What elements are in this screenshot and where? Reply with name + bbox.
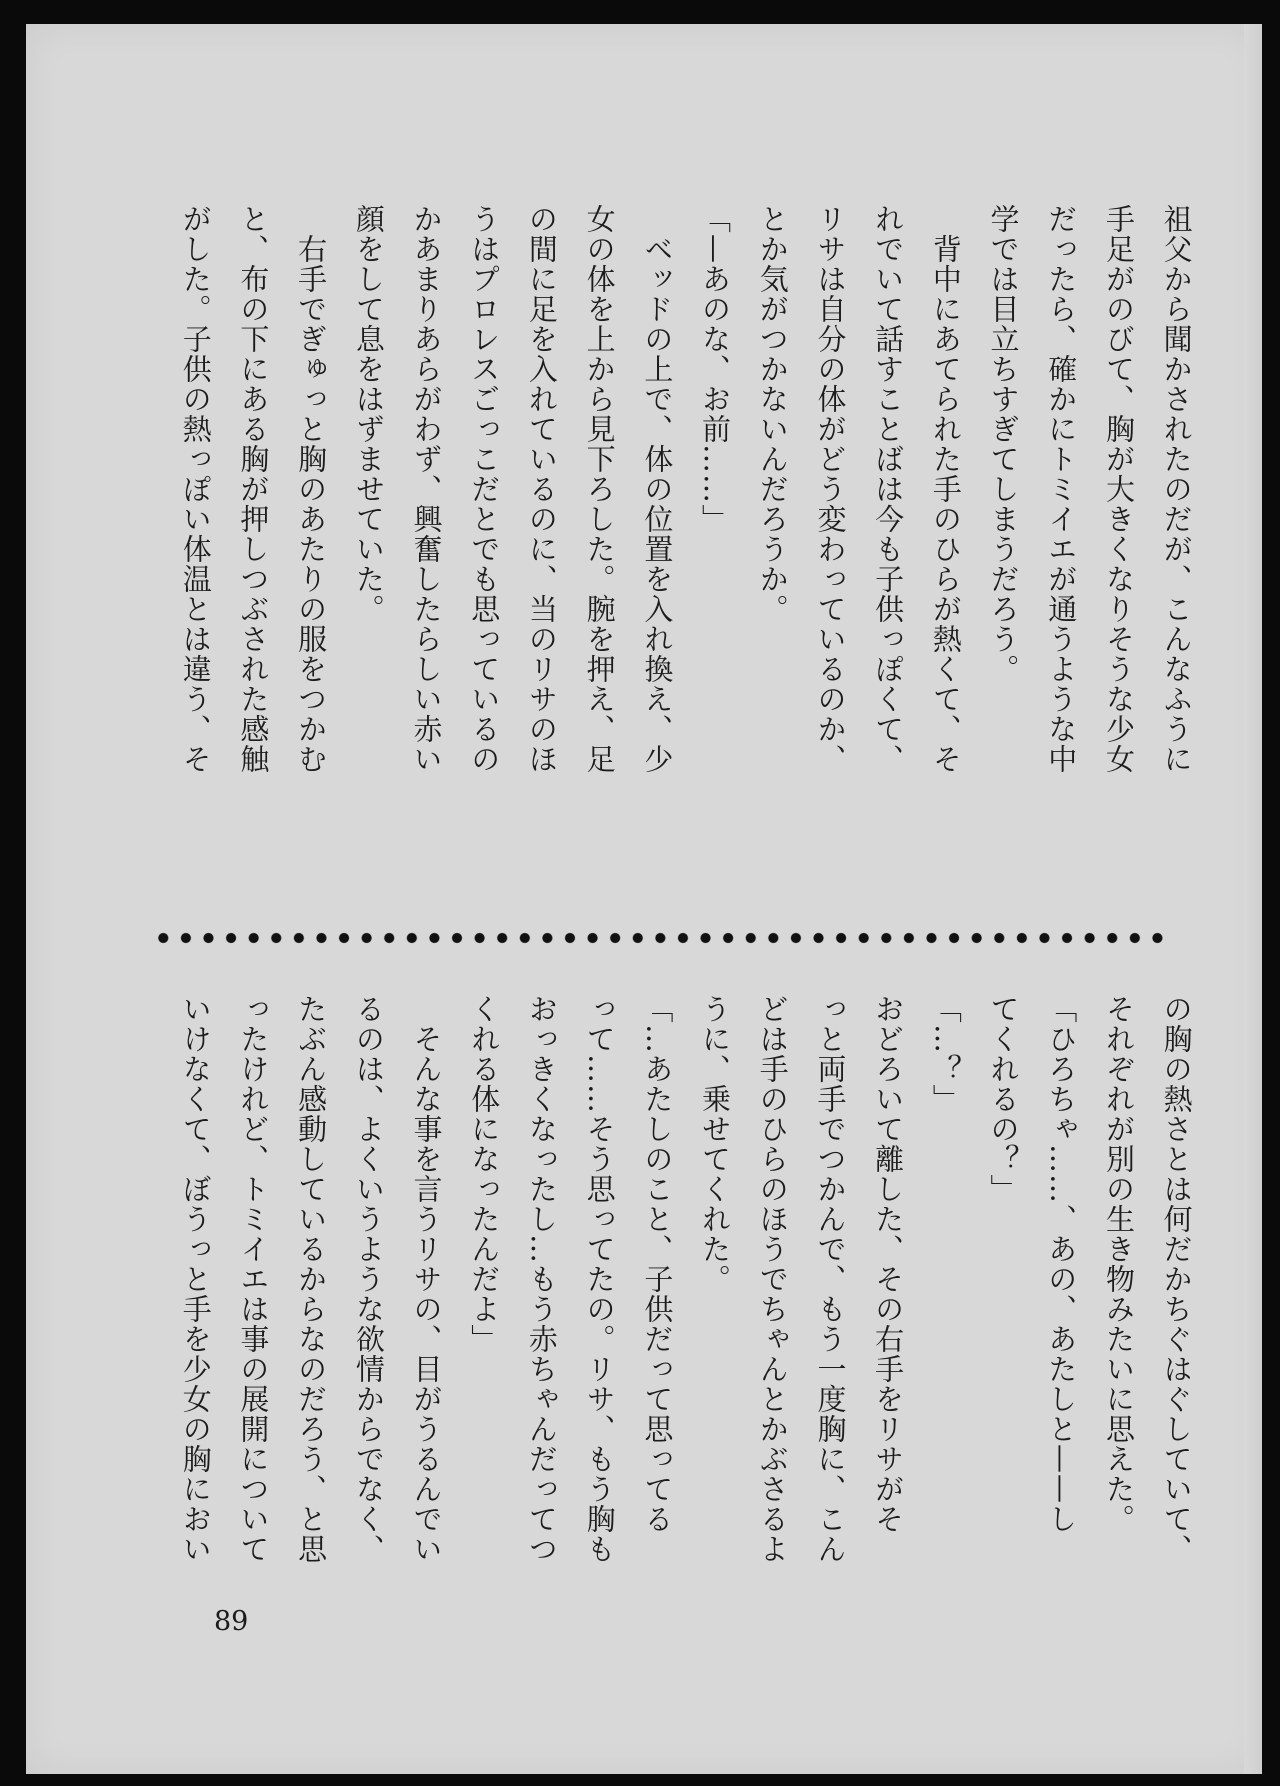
text-line: るのは、よくいうような欲情からでなく、 — [351, 994, 386, 1564]
text-line: たぶん感動しているからなのだろう、と思 — [294, 994, 329, 1564]
text-line: それぞれが別の生き物みたいに思えた。 — [1101, 994, 1136, 1534]
upper-text-block — [166, 204, 1205, 824]
text-line: とか気がつかないんだろうか。 — [755, 204, 790, 624]
text-line: リサは自分の体がどう変わっているのか、 — [813, 204, 848, 774]
text-line: うはプロレスごっこだとでも思っているの — [467, 204, 502, 774]
text-line: かあまりあらがわず、興奮したらしい赤い — [409, 204, 444, 774]
text-line: 背中にあてられた手のひらが熱くて、そ — [928, 204, 963, 774]
text-line: 「…？」 — [928, 994, 963, 1114]
text-line: てくれるの？」 — [986, 994, 1021, 1204]
text-line: 顔をして息をはずませていた。 — [351, 204, 386, 624]
text-line: 学では目立ちすぎてしまうだろう。 — [986, 204, 1021, 684]
text-line: うに、乗せてくれた。 — [698, 994, 733, 1294]
text-line: っと両手でつかんで、もう一度胸に、こん — [813, 994, 848, 1564]
text-line: おっきくなったし…もう赤ちゃんだってつ — [524, 994, 559, 1564]
text-line: 「—あのな、お前……」 — [698, 204, 733, 534]
text-line: 手足がのびて、胸が大きくなりそうな少女 — [1101, 204, 1136, 774]
text-line: おどろいて離した、その右手をリサがそ — [871, 994, 906, 1534]
text-line: れでいて話すことばは今も子供っぽくて、 — [871, 204, 906, 774]
lower-text-block — [166, 994, 1205, 1614]
text-line: いけなくて、ぼうっと手を少女の胸におい — [178, 994, 213, 1564]
text-line: って……そう思ってたの。リサ、もう胸も — [582, 994, 617, 1564]
text-line: の間に足を入れているのに、当のリサのほ — [524, 204, 559, 774]
text-line: 「…あたしのこと、子供だって思ってる — [640, 994, 675, 1534]
book-page — [26, 24, 1262, 1774]
dotted-divider — [152, 932, 1166, 944]
text-line: 「ひろちゃ……、あの、あたしと——し — [1044, 994, 1079, 1534]
text-line: の胸の熱さとは何だかちぐはぐしていて、 — [1159, 994, 1194, 1564]
text-line: 祖父から聞かされたのだが、こんなふうに — [1159, 204, 1194, 774]
text-line: だったら、確かにトミイエが通うような中 — [1044, 204, 1079, 774]
text-line: そんな事を言うリサの、目がうるんでい — [409, 994, 444, 1564]
text-line: ったけれど、トミイエは事の展開について — [236, 994, 271, 1564]
text-line: と、布の下にある胸が押しつぶされた感触 — [236, 204, 271, 774]
text-line: どは手のひらのほうでちゃんとかぶさるよ — [755, 994, 790, 1564]
page-number: 89 — [214, 1606, 249, 1637]
text-line: 女の体を上から見下ろした。腕を押え、足 — [582, 204, 617, 774]
text-line: ベッドの上で、体の位置を入れ換え、少 — [640, 204, 675, 774]
text-line: くれる体になったんだよ」 — [467, 994, 502, 1354]
text-line: がした。子供の熱っぽい体温とは違う、そ — [178, 204, 213, 774]
text-line: 右手でぎゅっと胸のあたりの服をつかむ — [294, 204, 329, 774]
